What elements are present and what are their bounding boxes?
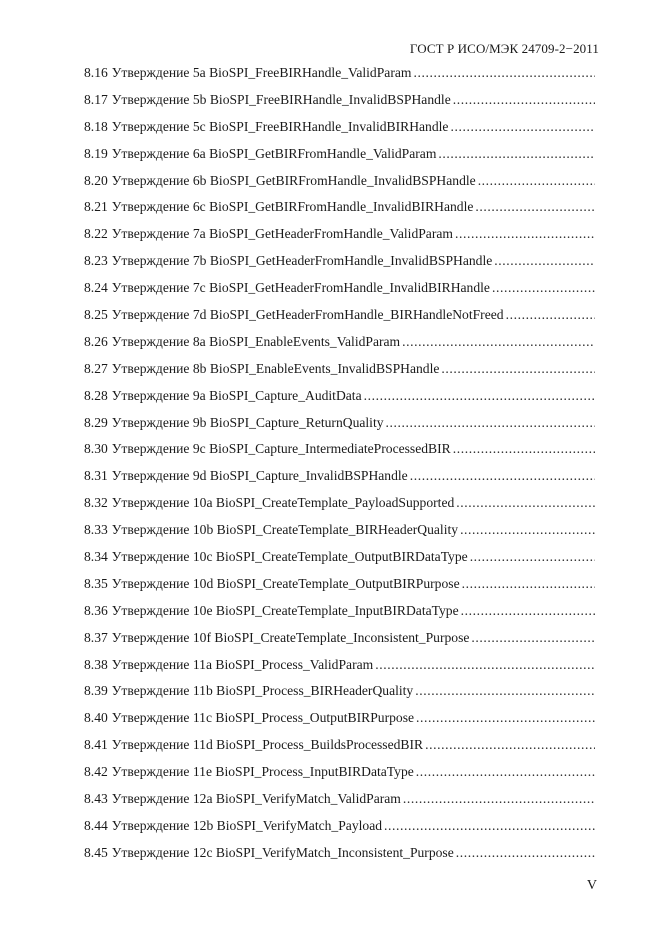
toc-entry-number: 8.25 [84,307,108,323]
toc-entry-number: 8.35 [84,575,108,591]
toc-entry-number: 8.16 [84,65,108,80]
toc-entry-title: Утверждение 6c BioSPI_GetBIRFromHandle_InvalidBIRHandle [111,199,474,215]
toc-entry-number: 8.42 [84,764,108,780]
toc-entry-title: Утверждение 8a BioSPI_EnableEvents_ValidParam [111,333,401,349]
toc-entry [84,816,595,843]
toc-entry-title: Утверждение 10a BioSPI_CreateTemplate_PayloadSupported [111,495,455,511]
toc-entry-title: Утверждение 10b BioSPI_CreateTemplate_BIRHeaderQuality [111,522,459,538]
toc-entry-number: 8.34 [84,549,108,565]
toc-entry [84,628,595,655]
toc-entry-title: Утверждение 6b BioSPI_GetBIRFromHandle_InvalidBSPHandle [111,172,476,188]
toc-entry-title: Утверждение 11e BioSPI_Process_InputBIRDataType [111,764,414,780]
toc-entry-title: Утверждение 10d BioSPI_CreateTemplate_OutputBIRPurpose [111,575,460,591]
toc-dot-leader [364,386,595,406]
toc-entry-number: 8.36 [84,602,108,618]
toc-dot-leader [453,439,595,459]
toc-entry-title: Утверждение 10f BioSPI_CreateTemplate_Inconsistent_Purpose [111,629,470,645]
toc-entry [84,305,595,332]
toc-entry-number: 8.32 [84,495,108,511]
toc-dot-leader [416,762,595,782]
toc-entry-number: 8.44 [84,817,108,833]
toc-entry-title: Утверждение 12c BioSPI_VerifyMatch_Inconsistent_Purpose [111,844,454,860]
toc-dot-leader [478,171,595,191]
toc-dot-leader [384,816,595,836]
toc-entry-number: 8.40 [84,710,108,726]
page-number: V [586,878,597,893]
toc-entry-number: 8.19 [84,145,108,161]
toc-dot-leader [386,413,595,433]
toc-entry [84,762,595,789]
toc-entry-title: Утверждение 10e BioSPI_CreateTemplate_InputBIRDataType [111,602,459,618]
toc-entry-title: Утверждение 9a BioSPI_Capture_AuditData [111,387,362,403]
toc-entry-title: Утверждение 9d BioSPI_Capture_InvalidBSPHandle [111,468,408,484]
toc-entry-number: 8.17 [84,91,108,107]
toc-entry [84,224,595,251]
toc-entry-title: Утверждение 11d BioSPI_Process_BuildsProcessedBIR [111,737,424,753]
toc-entry-title: Утверждение 7a BioSPI_GetHeaderFromHandle_ValidParam [111,226,453,242]
toc-entry-title: Утверждение 12a BioSPI_VerifyMatch_ValidParam [111,791,401,807]
toc-dot-leader [460,520,595,540]
toc-entry-number: 8.27 [84,360,108,376]
toc-entry-number: 8.30 [84,441,108,457]
toc-entry [84,681,595,708]
toc-entry-title: Утверждение 6a BioSPI_GetBIRFromHandle_ValidParam [111,145,437,161]
document-header: ГОСТ Р ИСО/МЭК 24709-2−2011 [409,41,599,56]
toc-dot-leader [441,359,595,379]
toc-entry [84,144,595,171]
toc-entry [84,574,595,601]
toc-entry [84,197,595,224]
toc-entry-number: 8.37 [84,629,108,645]
toc-entry [84,708,595,735]
toc-entry-number: 8.39 [84,683,108,699]
toc-dot-leader [415,681,595,701]
toc-entry [84,251,595,278]
toc-entry-title: Утверждение 11c BioSPI_Process_OutputBIRPurpose [111,710,415,726]
toc-dot-leader [471,628,595,648]
table-of-contents [84,63,595,870]
toc-entry [84,90,595,117]
toc-entry-title: Утверждение 5c BioSPI_FreeBIRHandle_InvalidBIRHandle [111,118,449,134]
toc-entry-title: Утверждение 9c BioSPI_Capture_IntermediateProcessedBIR [111,441,451,457]
toc-dot-leader [402,332,595,352]
toc-dot-leader [455,224,595,244]
toc-entry [84,386,595,413]
toc-entry [84,735,595,762]
toc-entry [84,413,595,440]
toc-dot-leader [403,789,595,809]
toc-entry-title: Утверждение 7c BioSPI_GetHeaderFromHandle_InvalidBIRHandle [111,280,490,296]
toc-dot-leader [438,144,595,164]
toc-dot-leader [456,843,595,863]
toc-entry [84,601,595,628]
toc-entry-number: 8.31 [84,468,108,484]
toc-entry-title: Утверждение 11a BioSPI_Process_ValidParam [111,656,374,672]
toc-entry-number: 8.41 [84,737,108,753]
toc-dot-leader [450,117,595,137]
toc-entry [84,332,595,359]
toc-entry-number: 8.18 [84,118,108,134]
toc-entry-number: 8.20 [84,172,108,188]
toc-entry-number: 8.38 [84,656,108,672]
toc-entry-title: Утверждение 8b BioSPI_EnableEvents_InvalidBSPHandle [111,360,440,376]
toc-entry-number: 8.21 [84,199,108,215]
toc-dot-leader [416,708,595,728]
toc-entry-number: 8.23 [84,253,108,269]
toc-entry [84,493,595,520]
toc-entry [84,547,595,574]
toc-entry-title: Утверждение 5a BioSPI_FreeBIRHandle_ValidParam [111,65,412,80]
toc-dot-leader [456,493,595,513]
toc-entry-number: 8.45 [84,844,108,860]
toc-entry-number: 8.22 [84,226,108,242]
toc-entry-number: 8.28 [84,387,108,403]
toc-entry-number: 8.26 [84,333,108,349]
toc-dot-leader [462,574,595,594]
toc-dot-leader [475,197,595,217]
toc-entry-title: Утверждение 7d BioSPI_GetHeaderFromHandle_BIRHandleNotFreed [111,307,504,323]
toc-entry-title: Утверждение 5b BioSPI_FreeBIRHandle_InvalidBSPHandle [111,91,451,107]
toc-entry [84,117,595,144]
toc-dot-leader [425,735,595,755]
toc-entry-title: Утверждение 9b BioSPI_Capture_ReturnQuality [111,414,384,430]
toc-entry [84,63,595,90]
toc-dot-leader [492,278,595,298]
toc-entry-number: 8.24 [84,280,108,296]
toc-entry-title: Утверждение 10c BioSPI_CreateTemplate_OutputBIRDataType [111,549,468,565]
toc-entry [84,520,595,547]
toc-entry [84,655,595,682]
toc-dot-leader [410,466,595,486]
toc-entry-number: 8.33 [84,522,108,538]
toc-entry-title: Утверждение 12b BioSPI_VerifyMatch_Payload [111,817,383,833]
toc-dot-leader [461,601,595,621]
toc-entry [84,789,595,816]
toc-entry-number: 8.43 [84,791,108,807]
toc-dot-leader [375,655,595,675]
toc-entry-title: Утверждение 7b BioSPI_GetHeaderFromHandle_InvalidBSPHandle [111,253,493,269]
toc-entry [84,171,595,198]
toc-dot-leader [453,90,595,110]
toc-entry-title: Утверждение 11b BioSPI_Process_BIRHeaderQuality [111,683,414,699]
toc-dot-leader [413,63,595,83]
toc-entry [84,439,595,466]
toc-entry [84,466,595,493]
toc-entry [84,278,595,305]
toc-entry [84,359,595,386]
toc-dot-leader [506,305,595,325]
toc-dot-leader [494,251,595,271]
toc-entry [84,843,595,870]
toc-entry-number: 8.29 [84,414,108,430]
toc-dot-leader [470,547,595,567]
